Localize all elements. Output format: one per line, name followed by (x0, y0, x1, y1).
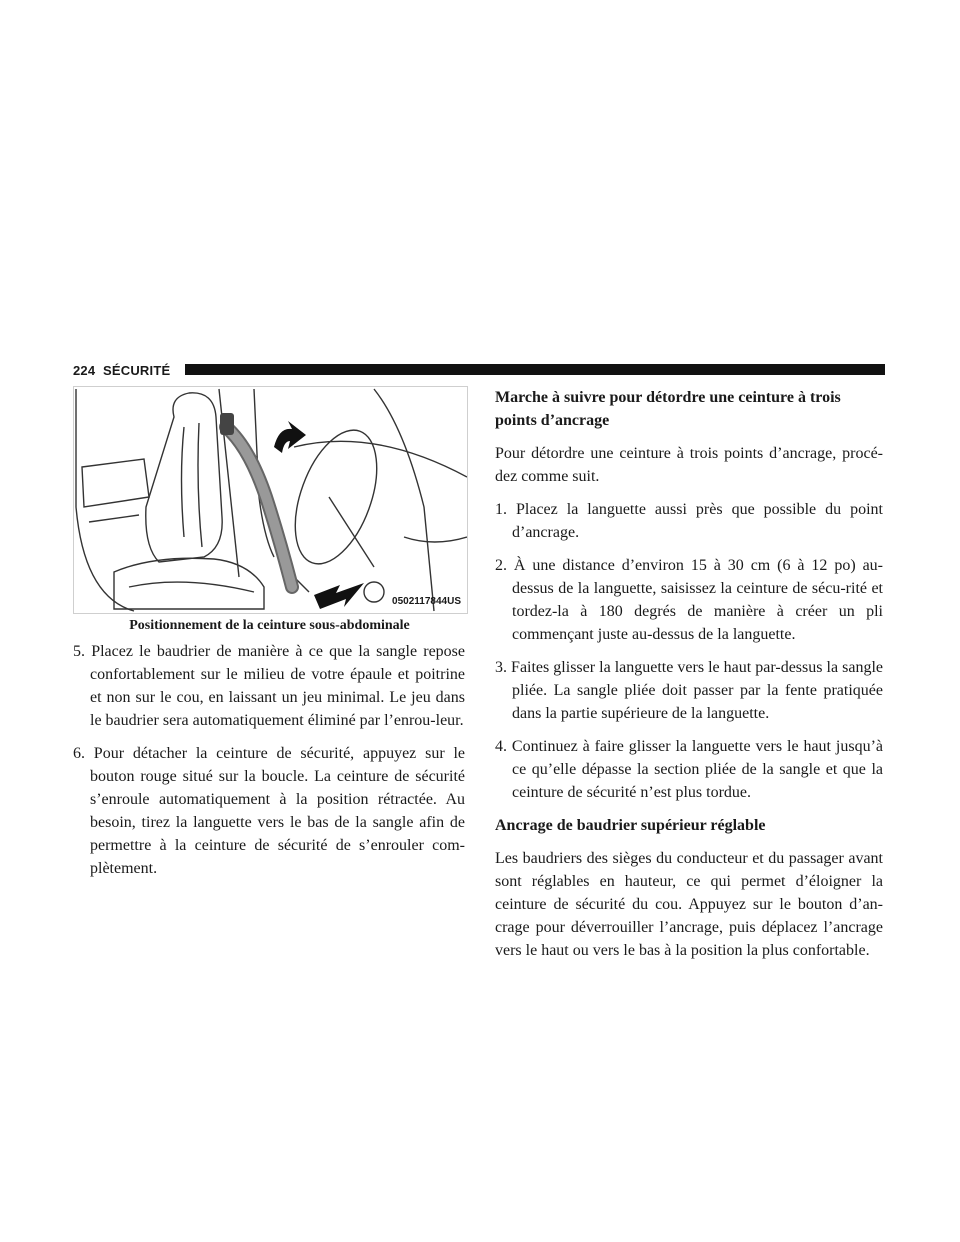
list-item: 2. À une distance d’environ 15 à 30 cm (6 à 12 po) au-dessus de la languette, saisissez la ceinture de sécu-rité et tordez-la à 180 degrés de manière à créer un pli commençant juste au-dessus de la languette. (495, 557, 883, 643)
list-item: 6. Pour détacher la ceinture de sécurité, appuyez sur le bouton rouge situé sur la boucle. La ceinture de sécurité s’enroule automatiquement à la position rétractée. Au besoin, tirez la languette vers le bas de la sangle afin de permettre à la ceinture de sécurité de s’enrouler com-plètement. (73, 745, 465, 877)
list-item: 3. Faites glisser la languette vers le haut par-dessus la sangle pliée. La sangle pliée doit passer par la fente pratiquée dans la partie supérieure de la languette. (495, 659, 883, 722)
heading-anchor: Ancrage de baudrier supérieur réglable (495, 817, 766, 834)
right-column (495, 386, 883, 972)
page-number: 224 (73, 363, 96, 378)
header-rule (185, 364, 885, 375)
anchor-paragraph: Les baudriers des sièges du conducteur et du passager avant sont réglables en hauteur, ce qui permet d’éloigner la ceinture de sécurité du cou. Appuyez sur le bouton d’an-crage pour déverrouiller l’ancrage, puis déplacez l’ancrage vers le haut ou vers le bas à la position la plus confortable. (495, 850, 883, 959)
left-column (73, 640, 465, 890)
list-item: 4. Continuez à faire glisser la languette vers le haut jusqu’à ce qu’elle dépasse la section pliée de la sangle et que la ceinture de sécurité n’est plus tordue. (495, 738, 883, 801)
section-title: SÉCURITÉ (103, 363, 171, 378)
figure-code: 0502117844US (392, 596, 461, 607)
seat-drawing (74, 387, 467, 613)
list-item: 1. Placez la languette aussi près que possible du point d’ancrage. (495, 501, 883, 541)
page-header (73, 359, 885, 385)
heading-untwist: Marche à suivre pour détordre une ceinture à trois points d’ancrage (495, 389, 841, 429)
list-item: 5. Placez le baudrier de manière à ce que la sangle repose confortablement sur le milieu de votre épaule et poitrine et non sur le cou, en laissant un jeu minimal. Le jeu dans le baudrier sera automatiquement éliminé par l’enrou-leur. (73, 643, 465, 729)
intro-paragraph: Pour détordre une ceinture à trois points d’ancrage, procé-dez comme suit. (495, 445, 883, 485)
figure-caption: Positionnement de la ceinture sous-abdominale (129, 618, 410, 633)
seatbelt-illustration (73, 386, 468, 614)
